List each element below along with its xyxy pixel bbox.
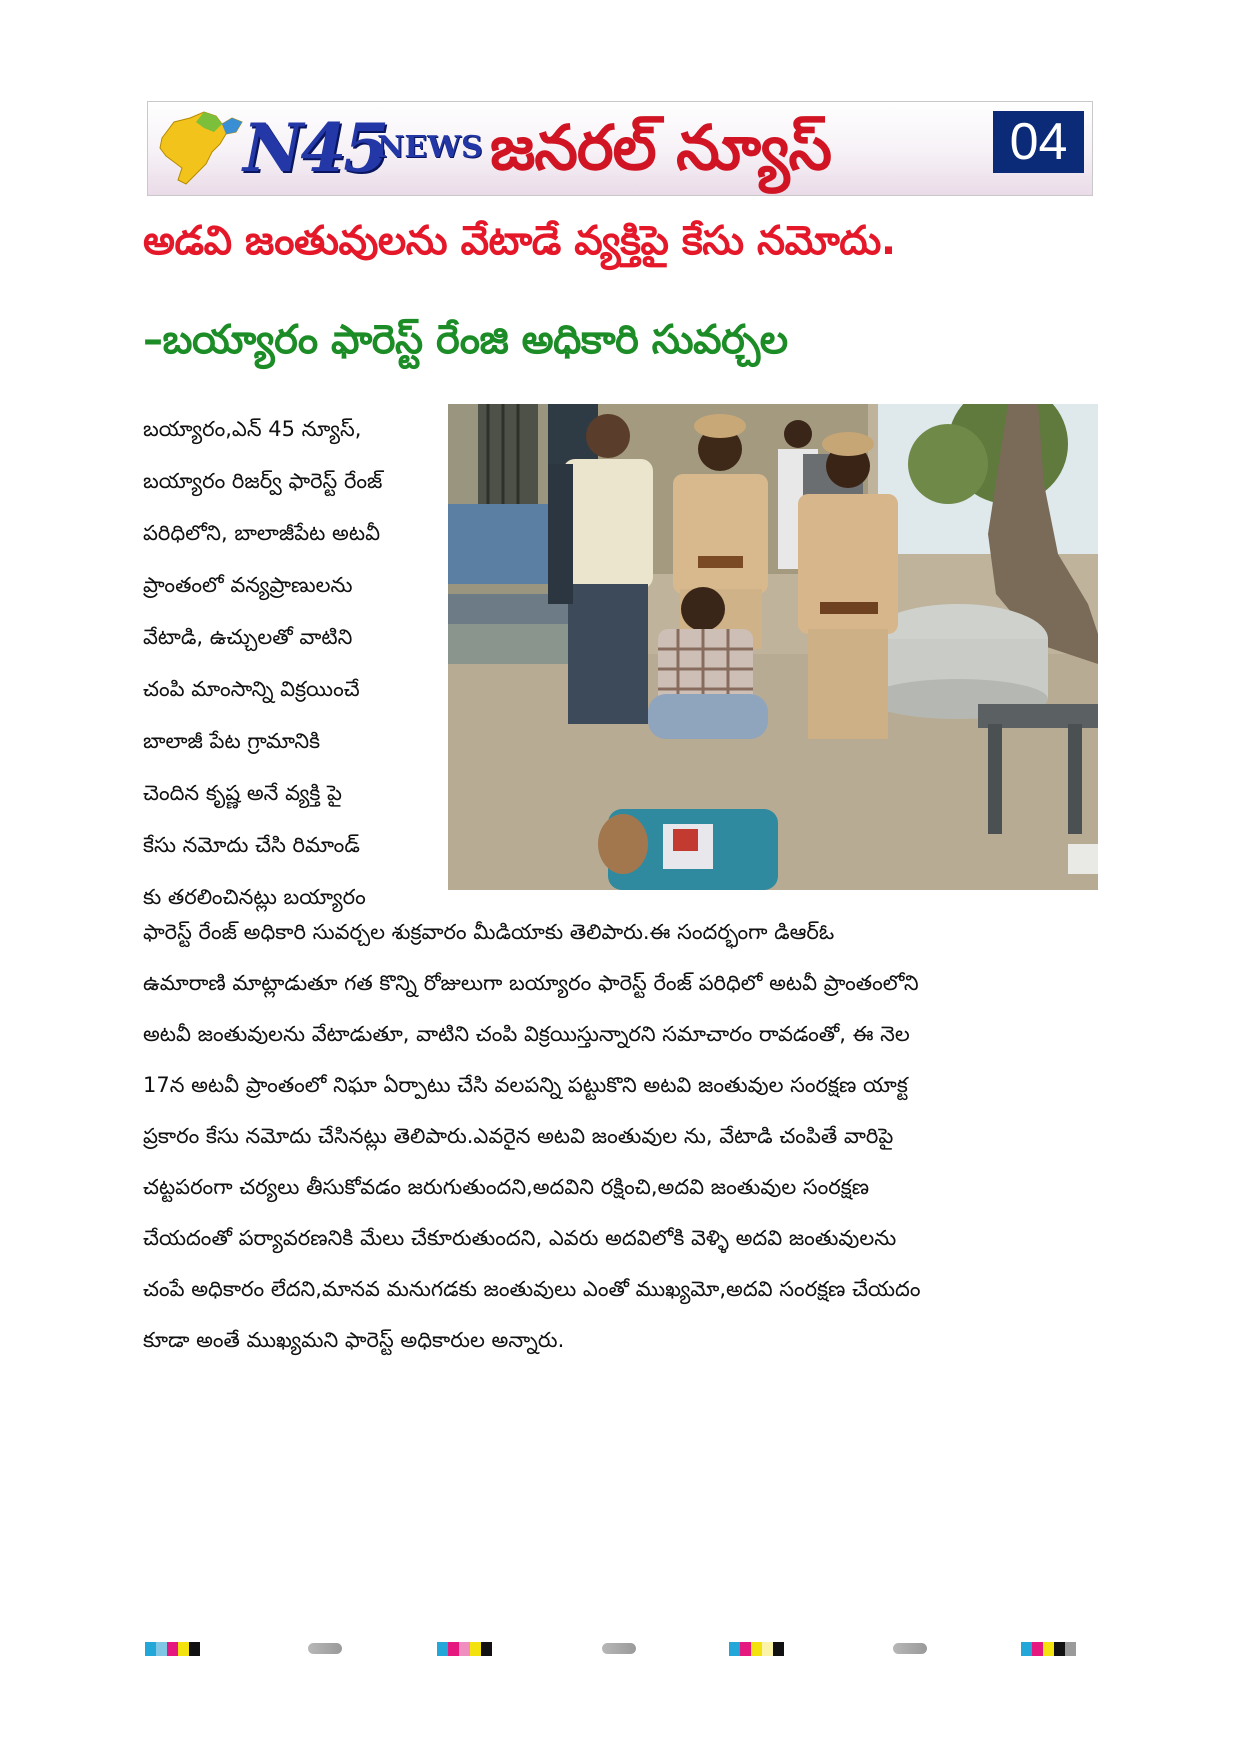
article-photo: [448, 404, 1098, 890]
registration-pill: [893, 1643, 927, 1654]
text-line: బాలాజీ పేట గ్రామానికి: [143, 729, 321, 753]
text-line: 17న అటవీ ప్రాంతంలో నిఘా ఏర్పాటు చేసి వలపన్ని పట్టుకొని అటవి జంతువుల సంరక్షణ యాక్ట: [143, 1073, 908, 1097]
photo-forest-officers-with-accused: [448, 404, 1098, 890]
text-line: కూడా అంతే ముఖ్యమని ఫారెస్ట్ అధికారుల అన్నారు.: [143, 1328, 565, 1352]
state-map-logo: [156, 108, 246, 190]
brand-n45: N45: [243, 109, 387, 187]
article-headline: అడవి జంతువులను వేటాడే వ్యక్తిపై కేసు నమోదు.: [143, 218, 896, 264]
masthead: [147, 101, 1093, 196]
text-line: పరిధిలోని, బాలాజీపేట అటవీ: [143, 521, 380, 545]
registration-pill: [308, 1643, 342, 1654]
text-line: చంపి మాంసాన్ని విక్రయించే: [143, 677, 360, 701]
registration-mark: [145, 1642, 200, 1656]
article-subheadline: –బయ్యారం ఫారెస్ట్ రేంజి అధికారి సువర్చల: [143, 317, 788, 363]
registration-mark: [729, 1642, 784, 1656]
text-line: కేసు నమోదు చేసి రిమాండ్: [143, 833, 360, 857]
text-line: చట్టపరంగా చర్యలు తీసుకోవడం జరుగుతుందని,అదవిని రక్షించి,అదవి జంతువుల సంరక్షణ: [143, 1175, 870, 1199]
text-line: ప్రాంతంలో వన్యప్రాణులను: [143, 573, 353, 597]
text-line: ప్రకారం కేసు నమోదు చేసినట్లు తెలిపారు.ఎవరైన అటవి జంతువుల ను, వేటాడి చంపితే వారిపై: [143, 1124, 894, 1148]
text-line: చేయదంతో పర్యావరణనికి మేలు చేకూరుతుందని, ఎవరు అదవిలోకి వెళ్ళి అదవి జంతువులను: [143, 1226, 897, 1250]
section-title: జనరల్ న్యూస్: [490, 111, 832, 184]
text-line: ఉమారాణి మాట్లాడుతూ గత కొన్ని రోజులుగా బయ్యారం ఫారెస్ట్ రేంజ్ పరిధిలో అటవీ ప్రాంతంలోని: [143, 971, 919, 995]
text-line: చెందిన కృష్ణ అనే వ్యక్తి పై: [143, 781, 342, 805]
text-line: బయ్యారం,ఎన్ 45 న్యూస్,: [143, 417, 362, 441]
text-line: వేటాడి, ఉచ్చులతో వాటిని: [143, 625, 353, 649]
text-line: చంపే అధికారం లేదని,మానవ మనుగడకు జంతువులు ఎంతో ముఖ్యమో,అదవి సంరక్షణ చేయదం: [143, 1277, 921, 1301]
brand-news: NEWS: [377, 130, 483, 165]
article-left-column: [143, 403, 443, 923]
registration-pill: [602, 1643, 636, 1654]
text-line: ఫారెస్ట్ రేంజ్ అధికారి సువర్చల శుక్రవారం మీడియాకు తెలిపారు.ఈ సందర్భంగా డిఆర్ఓ: [143, 920, 835, 944]
text-line: కు తరలించినట్లు బయ్యారం: [143, 885, 366, 909]
registration-mark: [437, 1642, 492, 1656]
page-number: 04: [993, 111, 1084, 173]
text-line: బయ్యారం రిజర్వ్ ఫారెస్ట్ రేంజ్: [143, 469, 383, 493]
registration-mark: [1021, 1642, 1076, 1656]
text-line: అటవీ జంతువులను వేటాడుతూ, వాటిని చంపి విక్రయిస్తున్నారని సమాచారం రావడంతో, ఈ నెల: [143, 1022, 910, 1046]
article-body: [143, 907, 1098, 1366]
